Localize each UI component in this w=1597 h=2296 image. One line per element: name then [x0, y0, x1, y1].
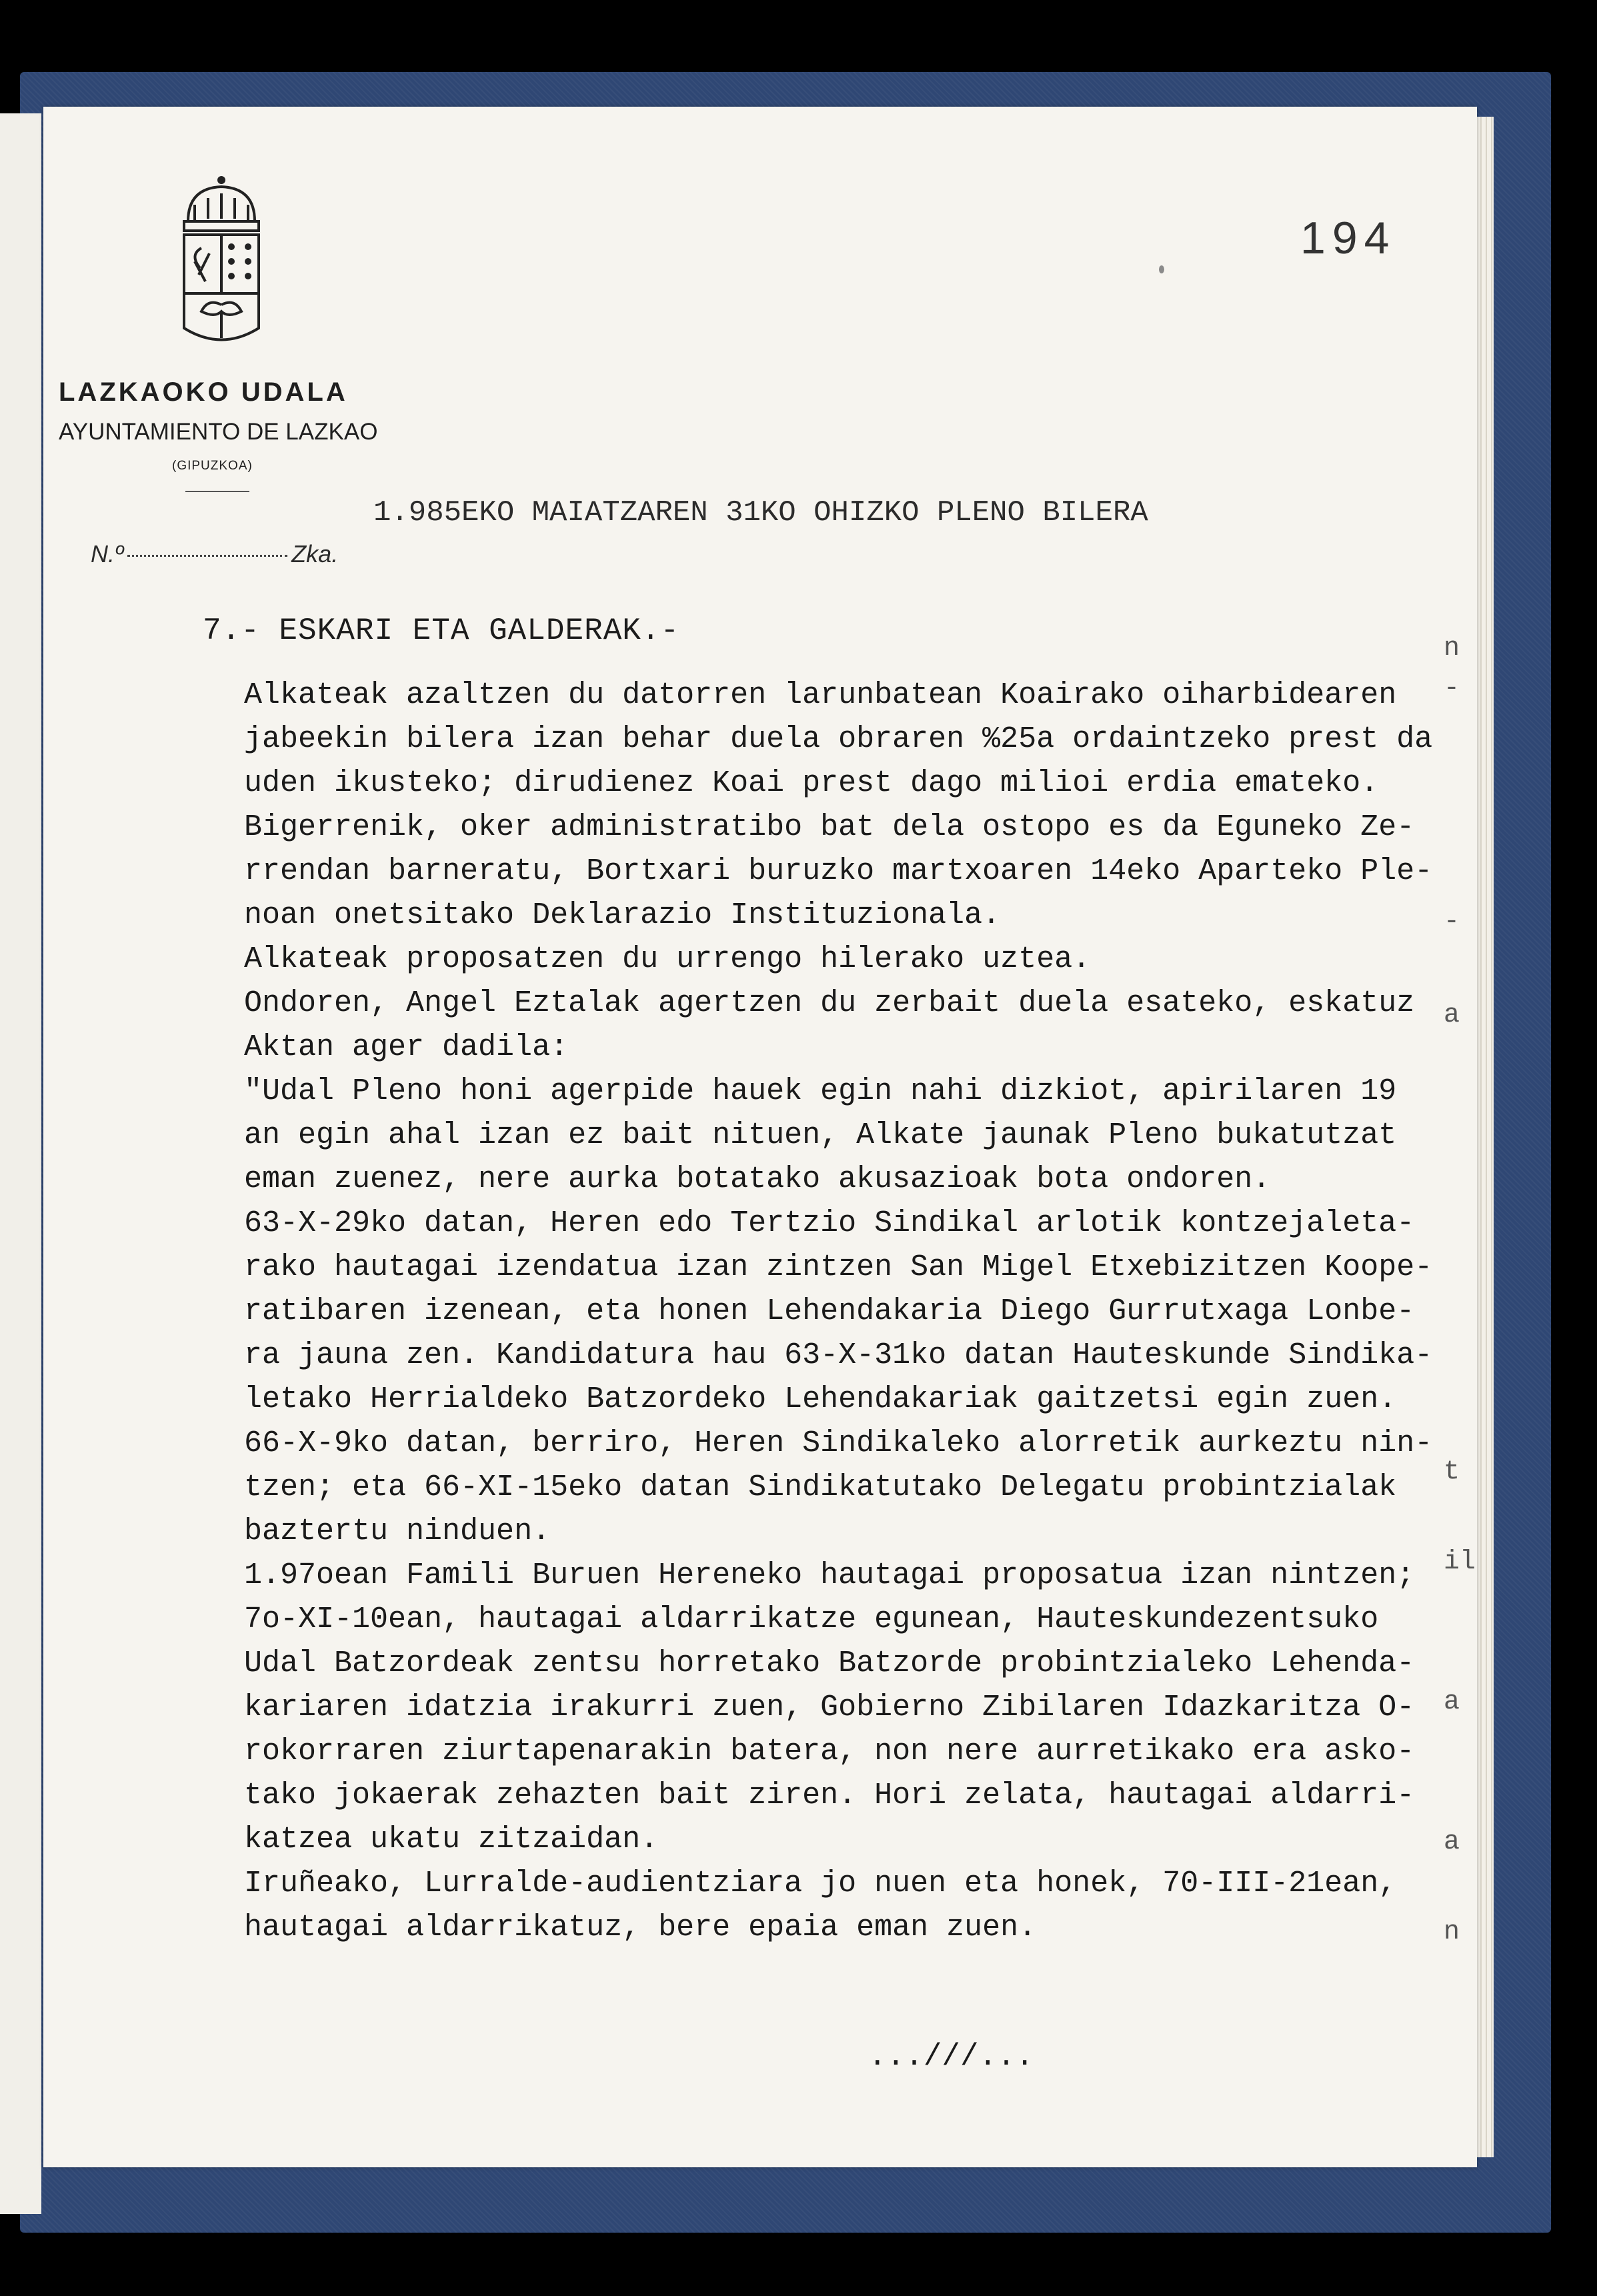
margin-fragment: -	[1444, 907, 1460, 937]
text-line: Iruñeako, Lurralde-audientziara jo nuen eta honek, 70-III-21ean,	[244, 1867, 1397, 1901]
ink-smudge	[1159, 265, 1164, 273]
text-line: jabeekin bilera izan behar duela obraren %25a ordaintzeko prest da	[244, 722, 1433, 756]
margin-fragment: n	[1444, 1917, 1460, 1947]
text-line: tzen; eta 66-XI-15eko datan Sindikatutako Delegatu probintzialak	[244, 1470, 1397, 1504]
text-line: Alkateak azaltzen du datorren larunbatean Koairako oiharbidearen	[244, 678, 1397, 712]
body-text	[244, 674, 1451, 1950]
text-line: Bigerrenik, oker administratibo bat dela ostopo es da Eguneko Ze-	[244, 810, 1415, 844]
text-line: eman zuenez, nere aurka botatako akusazioak bota ondoren.	[244, 1162, 1271, 1196]
page-number: 194	[1300, 213, 1396, 263]
margin-fragment: a	[1444, 1000, 1460, 1030]
text-line: noan onetsitako Deklarazio Instituzionala.	[244, 898, 1001, 932]
text-line: 7o-XI-10ean, hautagai aldarrikatze egunean, Hauteskundezentsuko	[244, 1602, 1379, 1636]
text-line: baztertu ninduen.	[244, 1514, 551, 1548]
margin-fragment: n	[1444, 634, 1460, 664]
text-line: Udal Batzordeak zentsu horretako Batzorde probintzialeko Lehenda-	[244, 1646, 1415, 1680]
text-line: ratibaren izenean, eta honen Lehendakaria Diego Gurrutxaga Lonbe-	[244, 1294, 1415, 1328]
text-line: rokorraren ziurtapenarakin batera, non nere aurretikako era asko-	[244, 1735, 1415, 1769]
previous-page-edge	[0, 113, 41, 2214]
margin-fragment: a	[1444, 1687, 1460, 1717]
text-line: Alkateak proposatzen du urrengo hilerako uztea.	[244, 942, 1091, 976]
margin-fragment: il	[1444, 1547, 1476, 1577]
section-title: 7.- ESKARI ETA GALDERAK.-	[203, 614, 680, 648]
number-suffix: Zka.	[291, 540, 339, 567]
text-line: rrendan barneratu, Bortxari buruzko martxoaren 14eko Aparteko Ple-	[244, 854, 1433, 888]
text-line: 63-X-29ko datan, Heren edo Tertzio Sindikal arlotik kontzejaleta-	[244, 1206, 1415, 1240]
text-line: tako jokaerak zehazten bait ziren. Hori zelata, hautagai aldarri-	[244, 1779, 1415, 1813]
text-line: 66-X-9ko datan, berriro, Heren Sindikaleko alorretik aurkeztu nin-	[244, 1426, 1433, 1460]
text-line: 1.97oean Famili Buruen Hereneko hautagai proposatua izan nintzen;	[244, 1558, 1415, 1592]
margin-fragment: t	[1444, 1457, 1460, 1487]
org-name: LAZKAOKO UDALA	[59, 377, 348, 407]
text-line: an egin ahal izan ez bait nituen, Alkate jaunak Pleno bukatutzat	[244, 1118, 1397, 1152]
margin-fragment: -	[1444, 674, 1460, 704]
text-line: katzea ukatu zitzaidan.	[244, 1823, 659, 1857]
registry-number	[91, 540, 338, 568]
text-line: letako Herrialdeko Batzordeko Lehendakariak gaitzetsi egin zuen.	[244, 1382, 1397, 1416]
number-blank-line	[127, 555, 287, 557]
text-line: kariaren idatzia irakurri zuen, Gobierno Zibilaren Idazkaritza O-	[244, 1690, 1415, 1725]
closing-mark: ...///...	[868, 2039, 1034, 2074]
text-line: Ondoren, Angel Eztalak agertzen du zerbait duela esateko, eskatuz	[244, 986, 1415, 1020]
coat-of-arms-icon	[175, 175, 268, 361]
text-line: Aktan ager dadila:	[244, 1030, 569, 1064]
text-line: uden ikusteko; dirudienez Koai prest dago milioi erdia emateko.	[244, 766, 1379, 800]
document-heading: 1.985EKO MAIATZAREN 31KO OHIZKO PLENO BILERA	[373, 496, 1148, 529]
text-line: "Udal Pleno honi agerpide hauek egin nahi dizkiot, apirilaren 19	[244, 1074, 1397, 1108]
number-label: N.º	[91, 540, 124, 567]
org-province: (GIPUZKOA)	[172, 459, 253, 473]
org-subtitle: AYUNTAMIENTO DE LAZKAO	[59, 419, 378, 445]
divider	[185, 491, 249, 492]
text-line: rako hautagai izendatua izan zintzen San Migel Etxebizitzen Koope-	[244, 1250, 1433, 1284]
text-line: ra jauna zen. Kandidatura hau 63-X-31ko datan Hauteskunde Sindika-	[244, 1338, 1433, 1372]
text-line: hautagai aldarrikatuz, bere epaia eman zuen.	[244, 1911, 1037, 1945]
margin-fragment: a	[1444, 1827, 1460, 1857]
